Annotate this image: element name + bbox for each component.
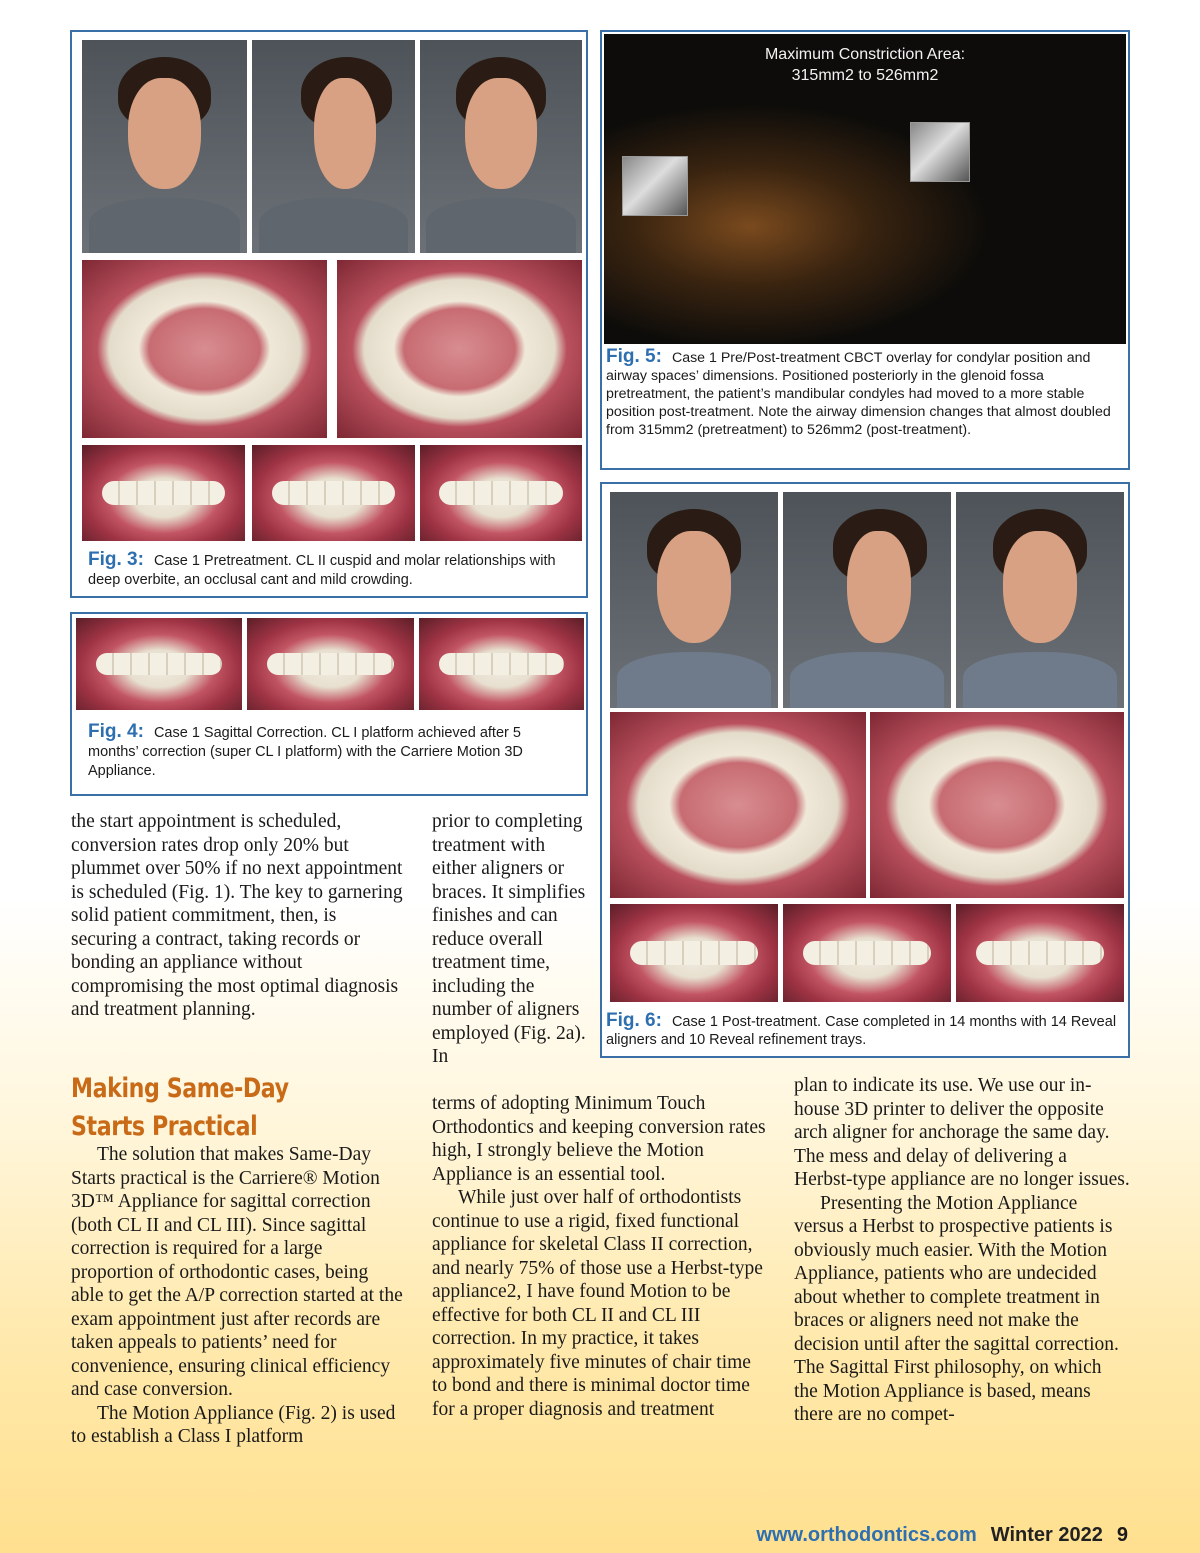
column-1-paragraph-2: The solution that makes Same-Day Starts practical is the Carriere® Motion 3D™ Appliance for sagittal correction (both CL II and CL III). Since sagittal correction is required for a large proportion of orthodontic cases, being able to get the A/P correction started at the exam appointment just after records are taken appeals to patients’ need for convenience, ensuring clinical efficiency and case conversion. <box>71 1144 403 1400</box>
figure-4-number: Fig. 4: <box>88 721 144 742</box>
figure-5-caption <box>606 348 1126 439</box>
posttreatment-face-rest-photo <box>956 492 1124 708</box>
sagittal-front-bite-photo <box>247 618 414 710</box>
column-3 <box>794 1074 1130 1427</box>
sagittal-right-bite-photo <box>76 618 242 710</box>
section-heading <box>71 1070 342 1146</box>
figure-3-number: Fig. 3: <box>88 549 144 570</box>
cbct-subtitle-line: 315mm2 to 526mm2 <box>791 67 939 84</box>
page-footer <box>756 1524 1128 1547</box>
section-heading-line-2: Starts Practical <box>71 1111 258 1142</box>
cbct-title-line: Maximum Constriction Area: <box>764 46 966 63</box>
posttreatment-left-bite-photo <box>956 904 1124 1002</box>
posttreatment-lower-arch-photo <box>870 712 1124 898</box>
figure-4-text: Case 1 Sagittal Correction. CL I platform achieved after 5 months’ correction (super CL I platform) with the Carriere Motion 3D Appliance. <box>88 725 523 779</box>
figure-6-number: Fig. 6: <box>606 1010 662 1031</box>
pretreatment-left-bite-photo <box>420 445 582 541</box>
figure-3-caption <box>88 550 578 590</box>
posttreatment-right-bite-photo <box>610 904 778 1002</box>
pretreatment-right-bite-photo <box>82 445 245 541</box>
cbct-post-condyle-inset <box>910 122 970 182</box>
figure-4-caption <box>88 722 568 781</box>
column-1-bottom <box>71 1143 405 1449</box>
pretreatment-face-profile-photo <box>252 40 415 253</box>
figure-3 <box>70 30 588 598</box>
column-2-main <box>432 1092 768 1421</box>
figure-6-caption <box>606 1012 1126 1049</box>
posttreatment-face-profile-photo <box>783 492 951 708</box>
posttreatment-face-smile-photo <box>610 492 778 708</box>
pretreatment-lower-arch-photo <box>337 260 582 438</box>
figure-4 <box>70 612 588 796</box>
figure-5-text: Case 1 Pre/Post-treatment CBCT overlay for condylar position and airway spaces’ dimensions. Positioned posteriorly in the glenoid fossa pretreatment, the patient’s mandibular condyles had moved to a more stable position post-treatment. Note the airway dimension changes that almost doubled from 315mm2 (pretreatment) to 526mm2 (post-treatment). <box>606 350 1111 438</box>
footer-website-link[interactable]: www.orthodontics.com <box>756 1524 977 1546</box>
column-3-paragraph-2: Presenting the Motion Appliance versus a Herbst to prospective patients is obviously much easier. With the Motion Appliance, patients who are undecided about whether to complete treatment in braces or aligners need not make the decision until after the sagittal correction. The Sagittal First philosophy, on which the Motion Appliance is based, means there are no compet- <box>794 1192 1119 1425</box>
cbct-overlay-image <box>604 34 1126 344</box>
figure-6 <box>600 482 1130 1058</box>
figure-5 <box>600 30 1130 470</box>
figure-6-text: Case 1 Post-treatment. Case completed in 14 months with 14 Reveal aligners and 10 Reveal refinement trays. <box>606 1014 1117 1048</box>
pretreatment-front-bite-photo <box>252 445 415 541</box>
cbct-image-title <box>604 44 1126 86</box>
posttreatment-upper-arch-photo <box>610 712 866 898</box>
column-3-paragraph-1: plan to indicate its use. We use our in-house 3D printer to deliver the opposite arch aligner for anchorage the same day. The mess and delay of delivering a Herbst-type appliance are no longer issues. <box>794 1075 1130 1190</box>
figure-3-text: Case 1 Pretreatment. CL II cuspid and molar relationships with deep overbite, an occlusal cant and mild crowding. <box>88 553 556 588</box>
cbct-pre-condyle-inset <box>622 156 688 216</box>
column-2-paragraph-1: terms of adopting Minimum Touch Orthodontics and keeping conversion rates high, I strongly believe the Motion Appliance is an essential tool. <box>432 1093 766 1185</box>
footer-edition: Winter 2022 <box>990 1524 1103 1546</box>
column-1-top <box>71 810 405 1022</box>
pretreatment-face-smile-photo <box>82 40 247 253</box>
pretreatment-face-rest-photo <box>420 40 582 253</box>
column-2-narrow-text: prior to completing treatment with either aligners or braces. It simplifies finishes and can reduce overall treatment time, including the number of aligners employed (Fig. 2a). In <box>432 811 586 1067</box>
posttreatment-front-bite-photo <box>783 904 951 1002</box>
column-1-paragraph-3: The Motion Appliance (Fig. 2) is used to establish a Class I platform <box>71 1402 396 1447</box>
page-number: 9 <box>1116 1524 1128 1546</box>
pretreatment-upper-arch-photo <box>82 260 327 438</box>
column-1-paragraph-1: the start appointment is scheduled, conversion rates drop only 20% but plummet over 50% if no next appointment is scheduled (Fig. 1). The key to garnering solid patient commitment, then, is securing a contract, taking records or bonding an appliance without compromising the most optimal diagnosis and treatment planning. <box>71 811 403 1020</box>
column-2-narrow <box>432 810 592 1069</box>
section-heading-line-1: Making Same-Day <box>71 1073 289 1104</box>
figure-5-number: Fig. 5: <box>606 346 662 367</box>
column-2-paragraph-2: While just over half of orthodontists continue to use a rigid, fixed functional appliance for skeletal Class II correction, and nearly 75% of those use a Herbst-type appliance2, I have found Motion to be effective for both CL II and CL III correction. In my practice, it takes approximately five minutes of chair time to bond and there is minimal doctor time for a proper diagnosis and treatment <box>432 1187 763 1420</box>
sagittal-left-bite-photo <box>419 618 584 710</box>
